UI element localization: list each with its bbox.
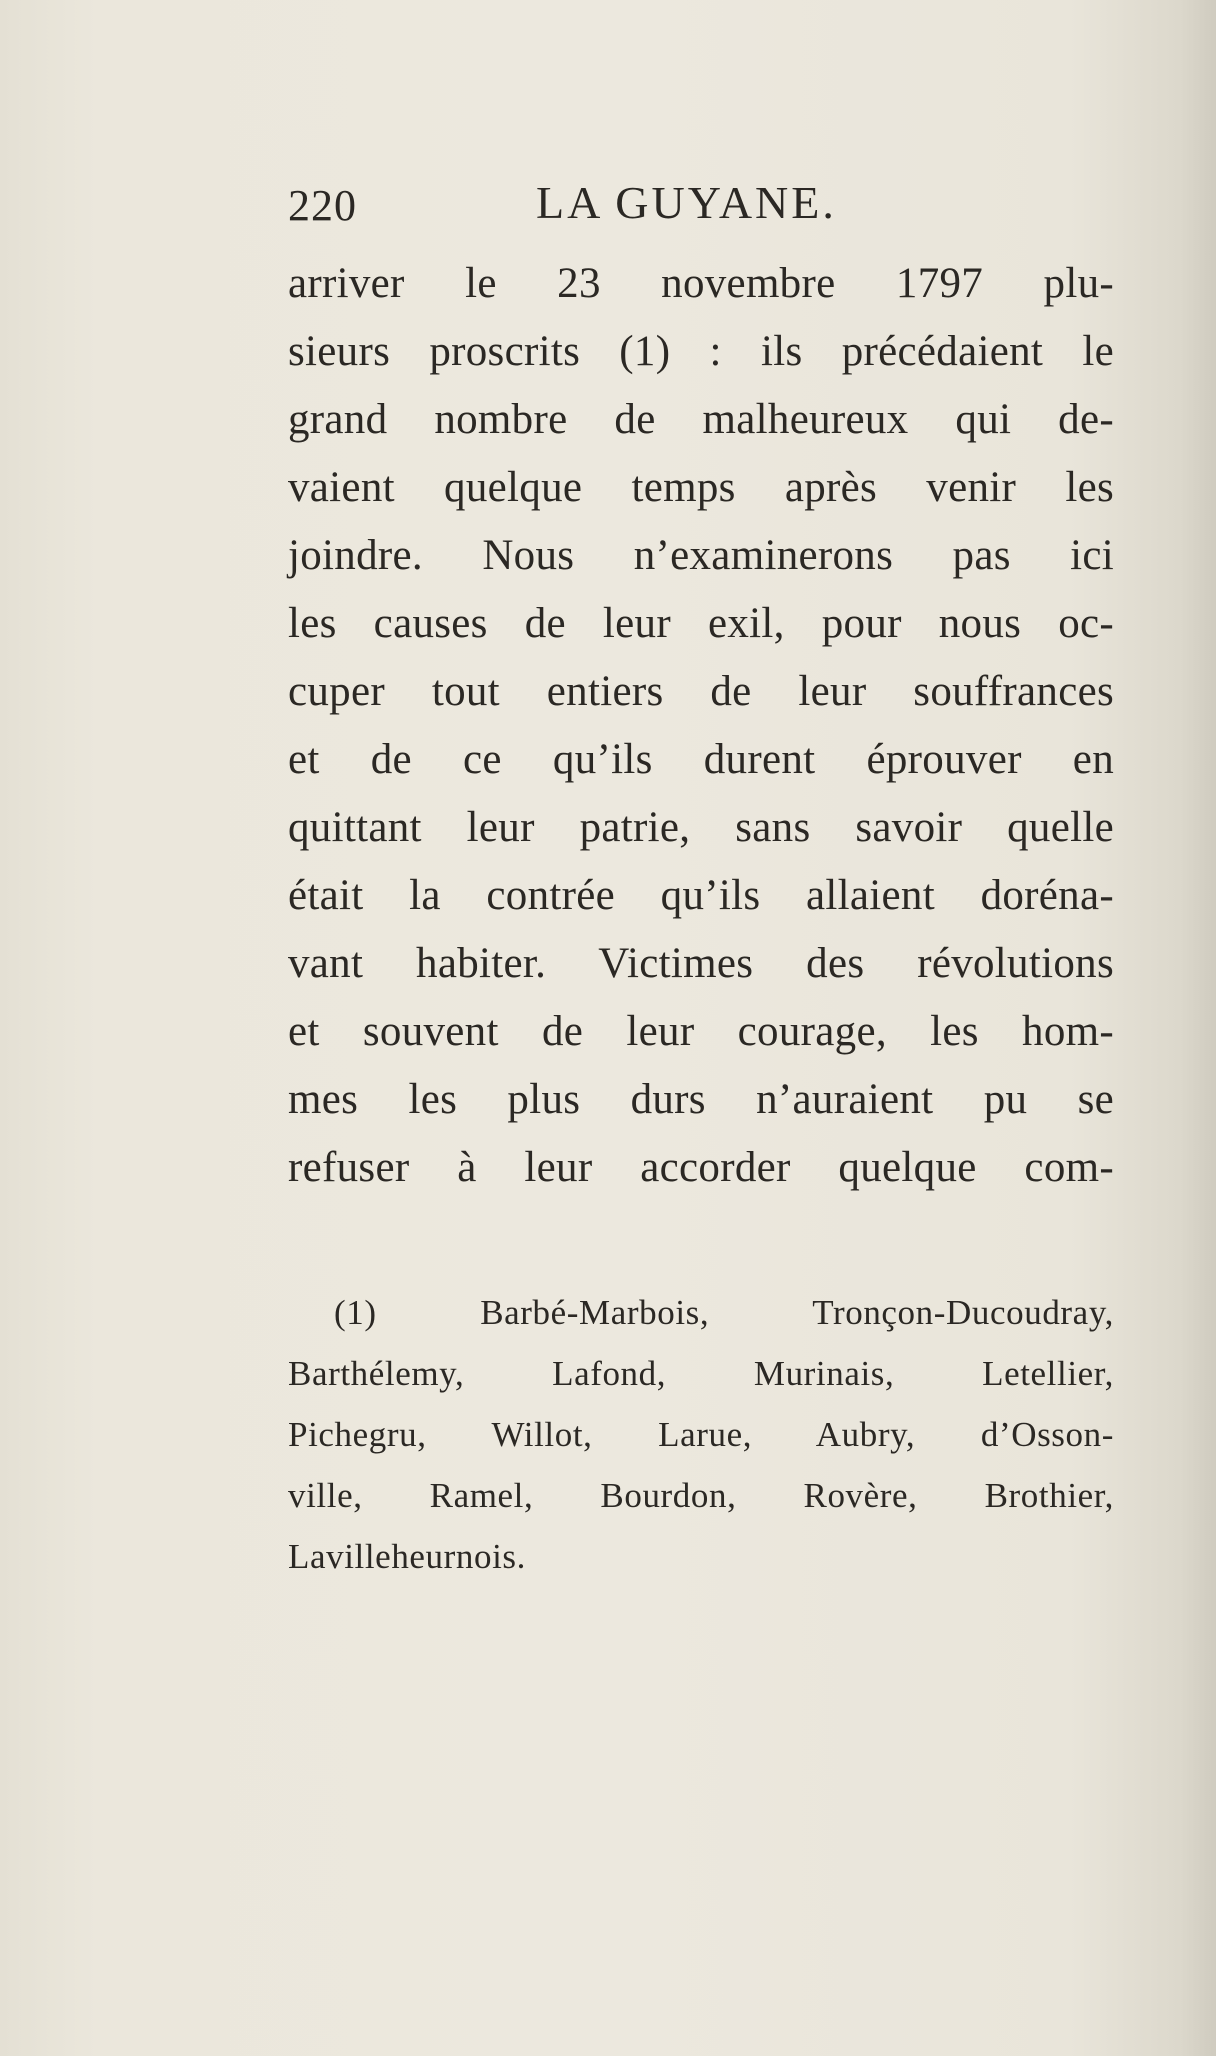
body-line: cuper tout entiers de leur souffrances xyxy=(288,668,1114,715)
body-line: sieurs proscrits (1) : ils précédaient le xyxy=(288,328,1114,375)
running-title: LA GUYANE. xyxy=(536,177,837,228)
body-line: vaient quelque temps après venir les xyxy=(288,464,1114,511)
footnote xyxy=(288,1282,1114,1587)
body-line: et de ce qu’ils durent éprouver en xyxy=(288,736,1114,783)
body-line: mes les plus durs n’auraient pu se xyxy=(288,1076,1114,1123)
body-line: les causes de leur exil, pour nous oc- xyxy=(288,600,1114,647)
body-line: grand nombre de malheureux qui de- xyxy=(288,396,1114,443)
body-line: arriver le 23 novembre 1797 plu- xyxy=(288,260,1114,307)
body-line: quittant leur patrie, sans savoir quelle xyxy=(288,804,1114,851)
footnote-line: Pichegru, Willot, Larue, Aubry, d’Osson- xyxy=(288,1415,1114,1454)
footnote-line: Lavilleheurnois. xyxy=(288,1537,527,1576)
footnote-line: (1) Barbé-Marbois, Tronçon-Ducoudray, xyxy=(334,1293,1114,1332)
page-number: 220 xyxy=(288,181,357,230)
page-header xyxy=(288,172,868,242)
body-line: joindre. Nous n’examinerons pas ici xyxy=(288,532,1114,579)
body-text xyxy=(288,250,1114,1202)
body-line: et souvent de leur courage, les hom- xyxy=(288,1008,1114,1055)
body-line: vant habiter. Victimes des révolutions xyxy=(288,940,1114,987)
footnote-line: ville, Ramel, Bourdon, Rovère, Brothier, xyxy=(288,1476,1114,1515)
body-line: était la contrée qu’ils allaient doréna- xyxy=(288,872,1114,919)
footnote-line: Barthélemy, Lafond, Murinais, Letellier, xyxy=(288,1354,1114,1393)
body-line: refuser à leur accorder quelque com- xyxy=(288,1144,1114,1191)
